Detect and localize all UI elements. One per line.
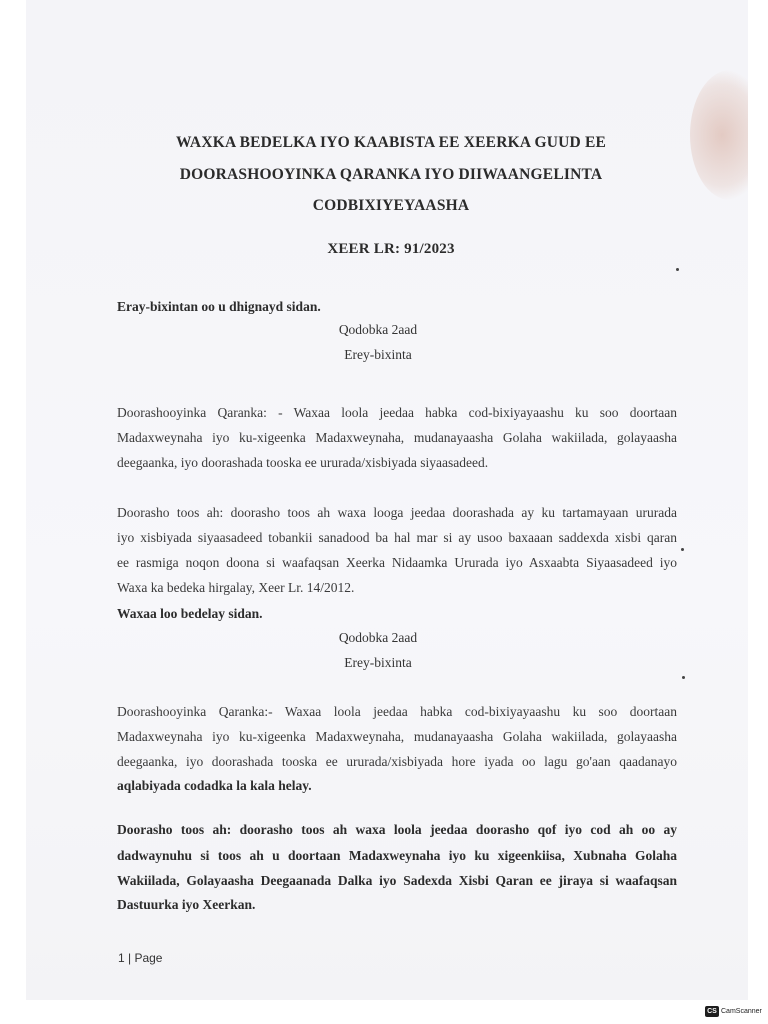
camscanner-logo-icon: CS	[705, 1006, 719, 1017]
para3-line: deegaanka, iyo doorashada tooska ee ururada/xisbiyada hore iyada oo lagu go'aan qaadanayo	[117, 754, 677, 769]
para2-line: iyo xisbiyada siyaasadeed tobankii sanadood ba hal mar si ay usoo baxaaan saddexda xisbi qaran	[117, 530, 677, 545]
section2-subheading: Erey-bixinta	[344, 655, 412, 670]
para3-line: aqlabiyada codadka la kala helay.	[117, 778, 312, 793]
para1-line: Doorashooyinka Qaranka: - Waxaa loola jeedaa habka cod-bixiyayaashu ku soo doortaan	[117, 405, 677, 420]
document-title-line2: DOORASHOOYINKA QARANKA IYO DIIWAANGELINTA	[179, 166, 603, 183]
amended-note: Waxaa loo bedelay sidan.	[117, 606, 263, 621]
camscanner-label: CamScanner	[721, 1008, 762, 1015]
intro-text: Eray-bixintan oo u dhignayd sidan.	[117, 299, 321, 314]
para4-line: Dastuurka iyo Xeerkan.	[117, 897, 256, 912]
para4-line: Doorasho toos ah: doorasho toos ah waxa loola jeedaa doorasho qof iyo cod ah oo ay	[117, 822, 677, 837]
camscanner-watermark	[705, 1006, 762, 1017]
document-title-line1: WAXKA BEDELKA IYO KAABISTA EE XEERKA GUUD EE	[175, 134, 607, 151]
page-number-footer: 1 | Page	[118, 951, 163, 965]
para1-line: deegaanka, iyo doorashada tooska ee ururada/xisbiyada siyaasadeed.	[117, 455, 489, 470]
para4-line: dadwaynuhu si toos ah u doortaan Madaxweynaha iyo ku xigeenkiisa, Xubnaha Golaha	[117, 848, 677, 863]
section2-heading: Qodobka 2aad	[338, 630, 418, 645]
scan-speck	[676, 268, 679, 271]
scan-speck	[682, 676, 685, 679]
section1-heading: Qodobka 2aad	[338, 322, 418, 337]
para2-line: ee rasmiga noqon doona si waafaqsan Xeerka Nidaamka Ururada iyo Asxaabta Siyaasadeed iyo	[117, 555, 677, 570]
scan-speck	[681, 548, 684, 551]
para3-line: Madaxweynaha iyo ku-xigeenka Madaxweynaha, mudanayaasha Golaha wakiilada, golayaasha	[117, 729, 677, 744]
para4-line: Wakiilada, Golayaasha Deegaanada Dalka iyo Sadexda Xisbi Qaran ee jiraya si waafaqsan	[117, 873, 677, 888]
section1-subheading: Erey-bixinta	[344, 347, 412, 362]
para2-line: Doorasho toos ah: doorasho toos ah waxa looga jeedaa doorashada ay ku tartamayaan ururada	[117, 505, 677, 520]
document-title-line3: CODBIXIYEYAASHA	[312, 197, 470, 214]
para2-line: Waxa ka bedeka hirgalay, Xeer Lr. 14/2012.	[117, 580, 355, 595]
para1-line: Madaxweynaha iyo ku-xigeenka Madaxweynaha, mudanayaasha Golaha wakiilada, golayaasha	[117, 430, 677, 445]
law-reference: XEER LR: 91/2023	[327, 241, 455, 257]
para3-line: Doorashooyinka Qaranka:- Waxaa loola jeedaa habka cod-bixiyayaashu ku soo doortaan	[117, 704, 677, 719]
